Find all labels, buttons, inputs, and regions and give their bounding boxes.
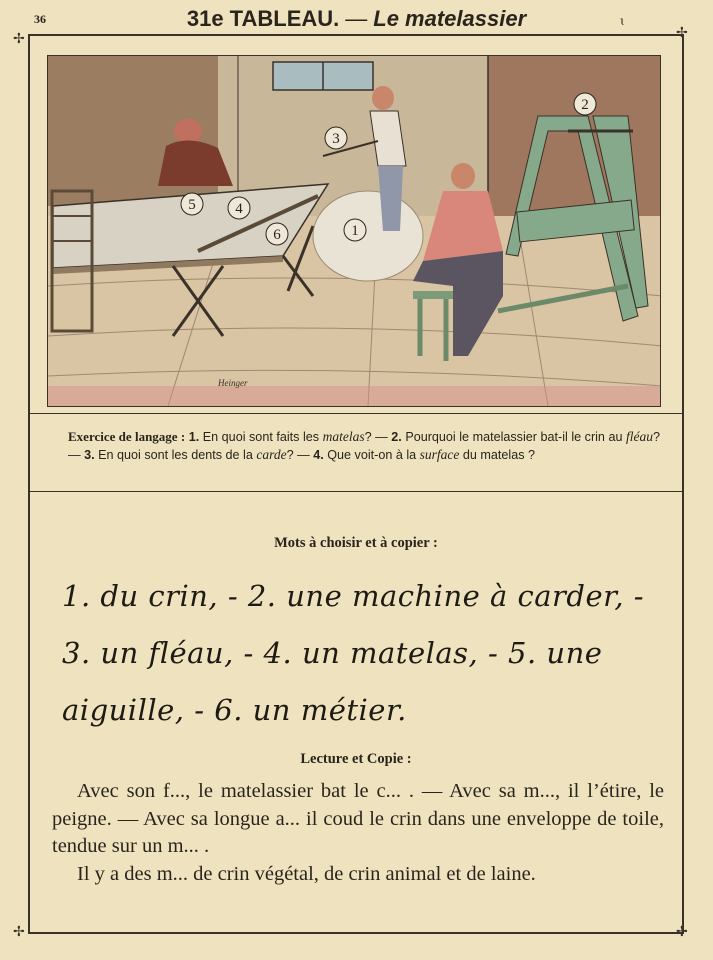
question-2-word: fléau [626, 429, 653, 444]
words-line-1: 1. du crin, - 2. une machine à carder, - [62, 579, 645, 613]
words-section-title: Mots à choisir et à copier : [274, 535, 438, 551]
question-4-end: du matelas ? [462, 448, 535, 462]
workshop-engraving [48, 56, 661, 407]
question-2-number: 2. [391, 430, 402, 444]
illustration-label-6: 6 [273, 227, 281, 243]
question-3-text: En quoi sont les dents de la [98, 448, 253, 462]
tableau-number: 31e TABLEAU. [186, 6, 340, 31]
illustration-label-5: 5 [188, 197, 196, 213]
reading-text [52, 778, 664, 888]
question-1-text: En quoi sont faits les [202, 430, 320, 444]
language-exercise [68, 428, 660, 464]
question-2-end: ? — [68, 430, 661, 462]
reading-paragraph-2: Il y a des m... de crin végétal, de crin animal et de laine. [77, 862, 536, 885]
words-line-2: 3. un fléau, - 4. un matelas, - 5. une [62, 636, 603, 670]
reading-paragraph-1: Avec son f..., le matelassier bat le c... . — Avec sa m..., il l’étire, le peigne. — Avec sa longue a... il coud le crin dans une enveloppe de toile, tendue sur un m... . [52, 780, 664, 857]
question-1-end: ? — [364, 430, 388, 444]
question-4-word: surface [419, 447, 460, 462]
question-3-word: carde [256, 447, 287, 462]
exercise-label: Exercice de langage : [68, 429, 186, 444]
question-2-text: Pourquoi le matelassier bat-il le crin au [405, 430, 623, 444]
ornament-icon: ✢ [13, 31, 25, 47]
header-dash: — [345, 6, 368, 31]
ornament-icon: ✢ [676, 25, 688, 41]
illustration-label-4: 4 [235, 201, 243, 217]
reading-section-title: Lecture et Copie : [300, 751, 412, 767]
illustration-label-1: 1 [351, 223, 359, 239]
ornament-icon: ✢ [676, 924, 688, 940]
question-3-end: ? — [286, 448, 310, 462]
question-1-word: matelas [322, 429, 365, 444]
question-4-text: Que voit-on à la [327, 448, 417, 462]
question-1-number: 1. [188, 430, 200, 444]
question-4-number: 4. [313, 448, 324, 462]
page-number: 36 [34, 12, 46, 26]
workshop-illustration [47, 55, 661, 407]
question-3-number: 3. [84, 448, 95, 462]
illustration-label-3: 3 [332, 131, 340, 147]
ornament-icon: ✢ [13, 924, 25, 940]
engraver-signature: Heinger [218, 378, 248, 388]
page-header [0, 6, 713, 32]
corner-mark: ɩ [620, 14, 625, 28]
words-line-3: aiguille, - 6. un métier. [62, 693, 407, 727]
divider [28, 491, 684, 492]
illustration-label-2: 2 [581, 97, 589, 113]
page-title: Le matelassier [373, 6, 527, 31]
divider [28, 413, 684, 414]
